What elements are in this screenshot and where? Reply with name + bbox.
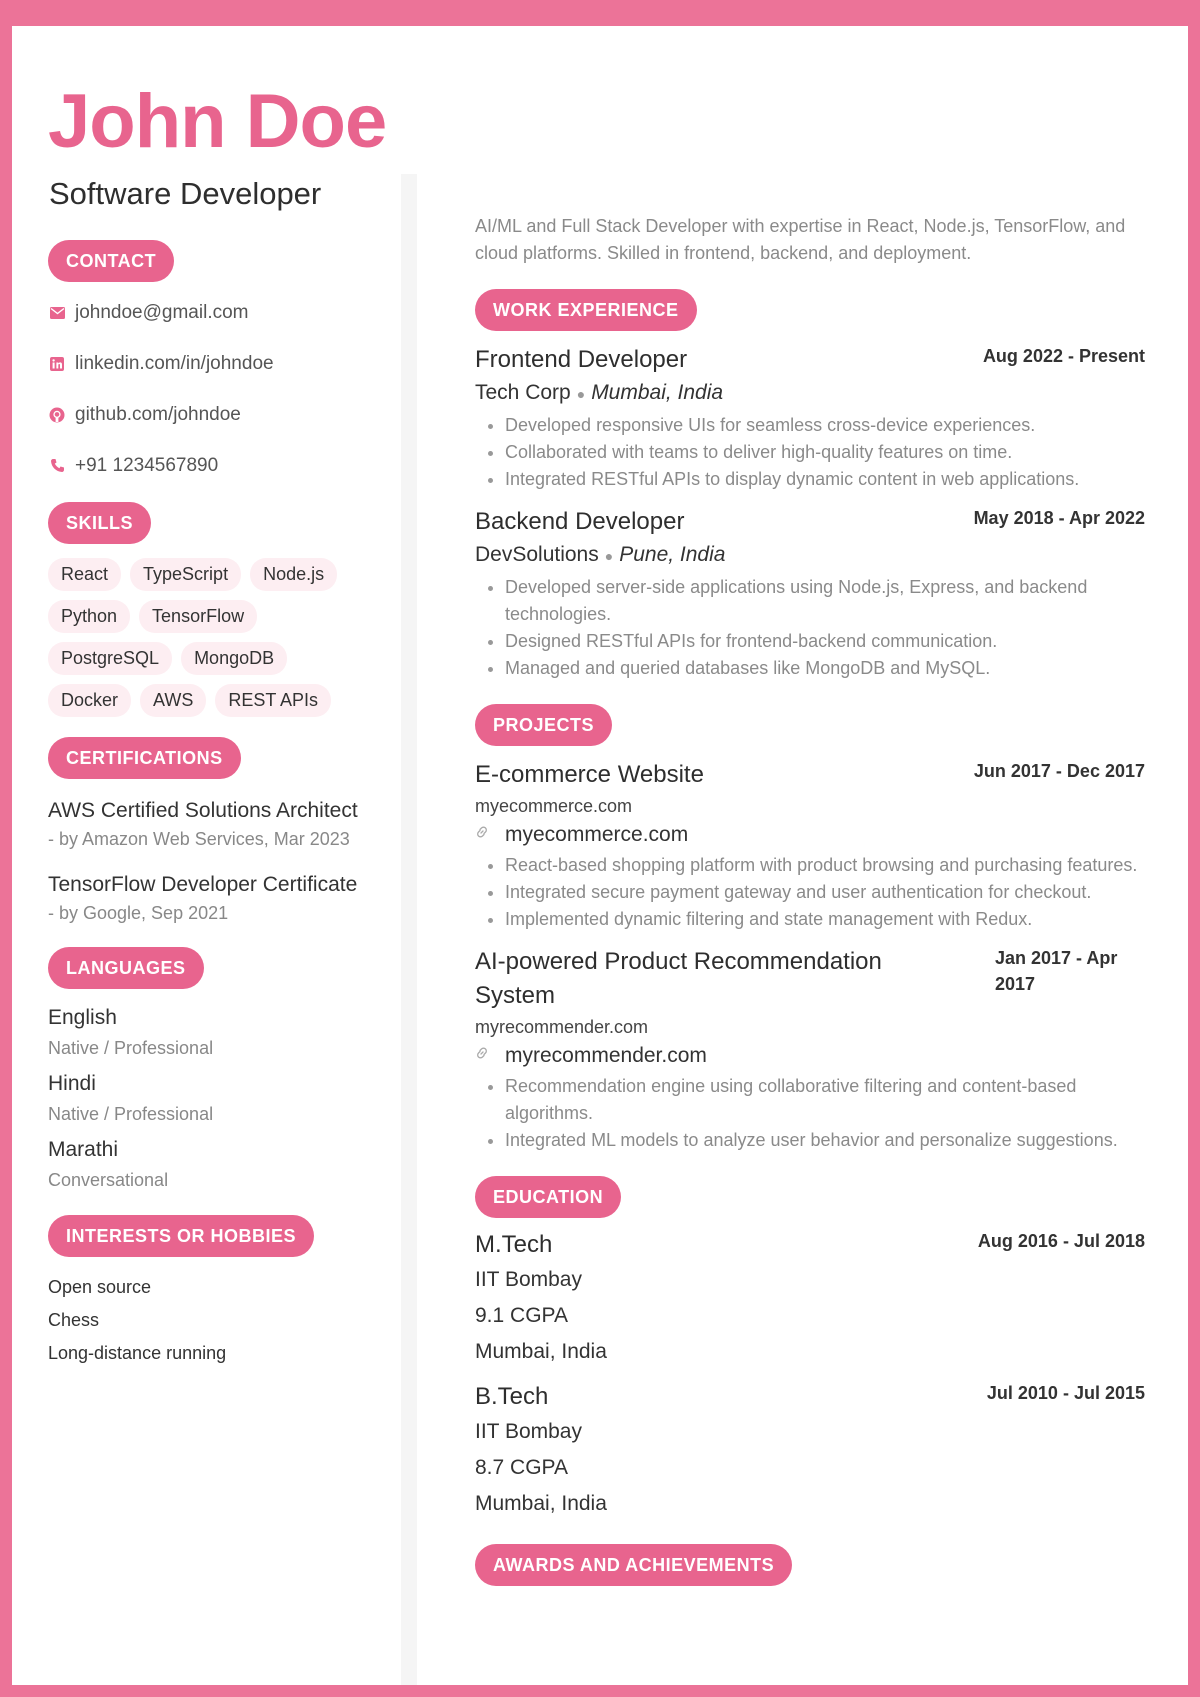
project-bullets: [475, 1073, 1145, 1154]
skills-list: [48, 558, 348, 717]
skill-chip: PostgreSQL: [48, 642, 172, 675]
job-company: Tech Corp: [475, 381, 571, 404]
project-entry: [475, 758, 1145, 933]
education-date: Aug 2016 - Jul 2018: [977, 1231, 1145, 1251]
job-company-line: [475, 539, 1145, 572]
skill-chip: Python: [48, 600, 130, 633]
bullet-item: • Implemented dynamic filtering and state management with Redux.: [505, 906, 1145, 933]
job-company: DevSolutions: [475, 543, 599, 566]
column-divider: [401, 174, 417, 1697]
language-name: Marathi: [48, 1138, 119, 1161]
contact-text: linkedin.com/in/johndoe: [75, 352, 274, 374]
github-icon: [48, 406, 66, 424]
job-bullets: [475, 574, 1145, 682]
skill-chip: TensorFlow: [139, 600, 257, 633]
bullet-item: • Developed server-side applications using Node.js, Express, and backend technologies.: [505, 574, 1145, 628]
language-level: Conversational: [48, 1170, 169, 1190]
language-level: Native / Professional: [48, 1104, 214, 1124]
experience-heading: WORK EXPERIENCE: [475, 289, 697, 331]
certification-name: AWS Certified Solutions Architect: [48, 799, 358, 822]
skill-chip: MongoDB: [181, 642, 287, 675]
project-link[interactable]: [475, 820, 1145, 850]
hobbies-heading: INTERESTS OR HOBBIES: [48, 1215, 314, 1257]
education-date: Jul 2010 - Jul 2015: [986, 1383, 1145, 1403]
job-date: Aug 2022 - Present: [982, 346, 1145, 366]
bullet-item: • Designed RESTful APIs for frontend-backend communication.: [505, 628, 1145, 655]
language-name: English: [48, 1006, 117, 1029]
job-location: Mumbai, India: [591, 381, 724, 404]
link-icon: [475, 1041, 491, 1071]
bullet-item: • Integrated ML models to analyze user behavior and personalize suggestions.: [505, 1127, 1145, 1154]
project-url: myecommerce.com: [475, 796, 633, 816]
candidate-role: Software Developer: [49, 176, 322, 211]
contact-linkedin[interactable]: [48, 347, 378, 380]
candidate-name: John Doe: [48, 79, 387, 164]
link-icon: [475, 820, 491, 850]
resume-page: [12, 26, 1188, 1697]
education-heading: EDUCATION: [475, 1176, 621, 1218]
skills-heading: SKILLS: [48, 502, 151, 544]
separator-dot: ●: [576, 386, 586, 402]
skill-chip: React: [48, 558, 121, 591]
bullet-item: • Developed responsive UIs for seamless cross-device experiences.: [505, 412, 1145, 439]
right-column: [475, 213, 1145, 1586]
project-link-text: myrecommender.com: [505, 1044, 707, 1067]
hobby-item: Long-distance running: [48, 1343, 227, 1363]
bullet-item: • Integrated secure payment gateway and user authentication for checkout.: [505, 879, 1145, 906]
linkedin-icon: [48, 355, 66, 373]
project-date: Jun 2017 - Dec 2017: [973, 761, 1145, 781]
contact-text: +91 1234567890: [75, 454, 219, 476]
education-degree: M.Tech: [475, 1231, 553, 1258]
job-company-line: [475, 377, 1145, 410]
job-title: Frontend Developer: [475, 346, 688, 373]
languages-heading: LANGUAGES: [48, 947, 204, 989]
language-name: Hindi: [48, 1072, 96, 1095]
left-column: [48, 240, 378, 1390]
hobbies-list: [48, 1271, 378, 1370]
project-title: E-commerce Website: [475, 761, 704, 788]
language-level: Native / Professional: [48, 1038, 214, 1058]
education-entry: [475, 1228, 1145, 1370]
education-grade: 9.1 CGPA: [475, 1304, 568, 1327]
phone-icon: [48, 457, 66, 475]
profile-summary: AI/ML and Full Stack Developer with expertise in React, Node.js, TensorFlow, and cloud platforms. Skilled in frontend, backend, and deployment.: [475, 216, 1126, 263]
contact-github[interactable]: [48, 398, 378, 431]
bullet-item: • Managed and queried databases like MongoDB and MySQL.: [505, 655, 1145, 682]
skill-chip: REST APIs: [215, 684, 331, 717]
contact-phone[interactable]: [48, 449, 378, 482]
skill-chip: TypeScript: [130, 558, 241, 591]
contact-heading: CONTACT: [48, 240, 174, 282]
contact-email[interactable]: [48, 296, 378, 329]
contact-text: github.com/johndoe: [75, 403, 241, 425]
language-item: [48, 1003, 378, 1195]
project-url: myrecommender.com: [475, 1017, 649, 1037]
education-entry: [475, 1380, 1145, 1522]
education-grade: 8.7 CGPA: [475, 1456, 568, 1479]
bullet-item: • Integrated RESTful APIs to display dynamic content in web applications.: [505, 466, 1145, 493]
skill-chip: AWS: [140, 684, 206, 717]
certifications-heading: CERTIFICATIONS: [48, 737, 241, 779]
education-location: Mumbai, India: [475, 1492, 607, 1515]
job-location: Pune, India: [619, 543, 726, 566]
page-frame-bottom: [0, 1685, 1200, 1697]
hobby-item: Chess: [48, 1310, 100, 1330]
contact-text: johndoe@gmail.com: [75, 301, 249, 323]
education-degree: B.Tech: [475, 1383, 549, 1410]
skill-chip: Docker: [48, 684, 131, 717]
project-entry: [475, 945, 1145, 1154]
projects-heading: PROJECTS: [475, 704, 612, 746]
skill-chip: Node.js: [250, 558, 337, 591]
project-bullets: [475, 852, 1145, 933]
bullet-item: • Recommendation engine using collaborative filtering and content-based algorithms.: [505, 1073, 1145, 1127]
job-entry: [475, 505, 1145, 682]
project-link[interactable]: [475, 1041, 1145, 1071]
languages-section: [48, 947, 378, 1195]
contact-section: [48, 240, 378, 482]
certification-name: TensorFlow Developer Certificate: [48, 873, 358, 896]
mail-icon: [48, 304, 66, 322]
education-school: IIT Bombay: [475, 1268, 582, 1291]
certification-item: [48, 795, 378, 853]
bullet-item: • Collaborated with teams to deliver high-quality features on time.: [505, 439, 1145, 466]
skills-section: [48, 502, 378, 717]
separator-dot: ●: [604, 548, 614, 564]
job-bullets: [475, 412, 1145, 493]
certification-issuer: - by Amazon Web Services, Mar 2023: [48, 829, 350, 849]
project-title: AI-powered Product Recommendation System: [475, 948, 882, 1009]
hobby-item: Open source: [48, 1277, 152, 1297]
job-date: May 2018 - Apr 2022: [973, 508, 1145, 528]
awards-heading: AWARDS AND ACHIEVEMENTS: [475, 1544, 792, 1586]
education-school: IIT Bombay: [475, 1420, 582, 1443]
bullet-item: • React-based shopping platform with product browsing and purchasing features.: [505, 852, 1145, 879]
job-entry: [475, 343, 1145, 493]
certification-issuer: - by Google, Sep 2021: [48, 903, 229, 923]
certifications-section: [48, 737, 378, 927]
project-date: Jan 2017 - Apr 2017: [995, 948, 1118, 994]
education-location: Mumbai, India: [475, 1340, 607, 1363]
certification-item: [48, 869, 378, 927]
project-link-text: myecommerce.com: [505, 823, 689, 846]
job-title: Backend Developer: [475, 508, 685, 535]
hobbies-section: [48, 1215, 378, 1370]
